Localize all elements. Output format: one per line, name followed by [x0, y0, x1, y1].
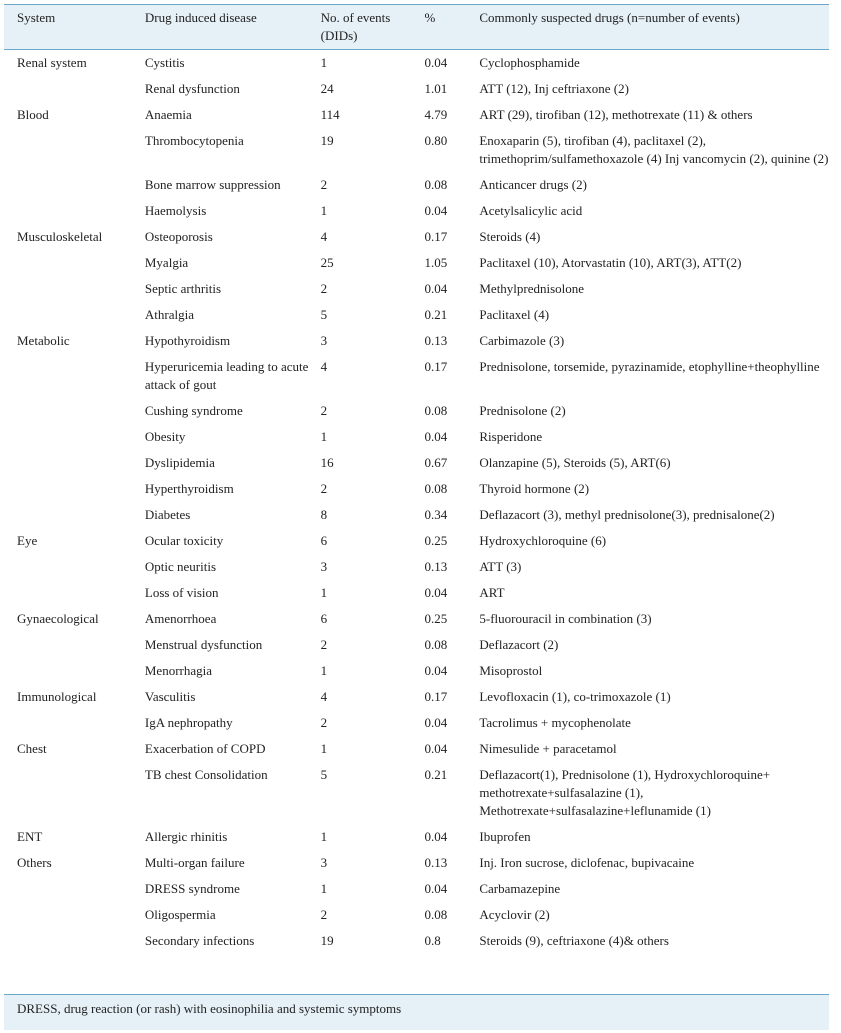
disease-cell: Diabetes	[144, 507, 191, 522]
events-cell: 1	[320, 429, 328, 444]
percent-cell: 0.08	[424, 481, 448, 496]
drugs-cell: Anticancer drugs (2)	[479, 177, 587, 192]
drugs-cell: Risperidone	[479, 429, 543, 444]
drugs-cell: ART (29), tirofiban (12), methotrexate (11) & others	[479, 107, 753, 122]
table-row	[4, 354, 829, 398]
percent-cell: 0.04	[424, 429, 448, 444]
events-cell: 114	[320, 107, 340, 122]
system-cell	[4, 580, 145, 606]
drugs-cell: Carbimazole (3)	[479, 333, 565, 348]
table-row	[4, 762, 829, 824]
table-row	[4, 328, 829, 354]
disease-cell: Menstrual dysfunction	[144, 637, 263, 652]
drugs-cell: Inj. Iron sucrose, diclofenac, bupivacaine	[479, 855, 695, 870]
events-cell: 3	[320, 333, 328, 348]
percent-cell: 0.04	[424, 715, 448, 730]
system-cell	[4, 76, 145, 102]
disease-cell: Athralgia	[144, 307, 194, 322]
footnote-text: DRESS, drug reaction (or rash) with eosinophilia and systemic symptoms	[17, 1001, 402, 1016]
table-row	[4, 302, 829, 328]
percent-cell: 0.04	[424, 829, 448, 844]
disease-cell: Anaemia	[144, 107, 192, 122]
disease-cell: Exacerbation of COPD	[144, 741, 266, 756]
disease-cell: Thrombocytopenia	[144, 133, 244, 148]
table-row	[4, 476, 829, 502]
events-cell: 2	[320, 715, 328, 730]
drugs-cell: Paclitaxel (4)	[479, 307, 550, 322]
percent-cell: 0.13	[424, 559, 448, 574]
events-cell: 8	[320, 507, 328, 522]
system-cell: Metabolic	[17, 333, 70, 348]
disease-cell: Hyperuricemia leading to acute attack of gout	[144, 359, 309, 392]
events-cell: 1	[320, 585, 328, 600]
table-row	[4, 606, 829, 632]
system-cell	[4, 762, 145, 824]
events-cell: 3	[320, 855, 328, 870]
table-row	[4, 850, 829, 876]
disease-cell: Cushing syndrome	[144, 403, 243, 418]
disease-cell: Bone marrow suppression	[144, 177, 281, 192]
events-cell: 5	[320, 767, 328, 782]
system-cell: Musculoskeletal	[17, 229, 103, 244]
disease-cell: Multi-organ failure	[144, 855, 245, 870]
disease-cell: Hypothyroidism	[144, 333, 231, 348]
drugs-cell: Acetylsalicylic acid	[479, 203, 583, 218]
disease-cell: DRESS syndrome	[144, 881, 240, 896]
drugs-cell: 5-fluorouracil in combination (3)	[479, 611, 652, 626]
system-cell	[4, 554, 145, 580]
system-cell	[4, 928, 145, 954]
percent-cell: 0.08	[424, 177, 448, 192]
percent-cell: 0.08	[424, 403, 448, 418]
events-cell: 6	[320, 533, 328, 548]
drugs-cell: Steroids (4)	[479, 229, 541, 244]
drugs-cell: Misoprostol	[479, 663, 543, 678]
events-cell: 3	[320, 559, 328, 574]
table-row	[4, 658, 829, 684]
system-cell	[4, 502, 145, 528]
drugs-cell: Steroids (9), ceftriaxone (4)& others	[479, 933, 669, 948]
disease-cell: Obesity	[144, 429, 186, 444]
drugs-cell: Thyroid hormone (2)	[479, 481, 590, 496]
table-row	[4, 710, 829, 736]
percent-cell: 1.01	[424, 81, 448, 96]
system-cell	[4, 424, 145, 450]
system-cell	[4, 632, 145, 658]
percent-cell: 0.17	[424, 689, 448, 704]
events-cell: 2	[320, 907, 328, 922]
drugs-cell: Paclitaxel (10), Atorvastatin (10), ART(3), ATT(2)	[479, 255, 742, 270]
events-cell: 1	[320, 881, 328, 896]
drugs-cell: Ibuprofen	[479, 829, 531, 844]
table-row	[4, 902, 829, 928]
system-cell	[4, 276, 145, 302]
disease-cell: Menorrhagia	[144, 663, 213, 678]
disease-cell: Hyperthyroidism	[144, 481, 234, 496]
disease-cell: Amenorrhoea	[144, 611, 217, 626]
header-percent: %	[424, 5, 479, 50]
percent-cell: 0.17	[424, 229, 448, 244]
table-row	[4, 128, 829, 172]
percent-cell: 1.05	[424, 255, 448, 270]
table-row	[4, 876, 829, 902]
drugs-cell: Hydroxychloroquine (6)	[479, 533, 607, 548]
table-row	[4, 76, 829, 102]
drugs-cell: Deflazacort(1), Prednisolone (1), Hydroxychloroquine+ methotrexate+sulfasalazine (1), Methotrexate+sulfasalazine+leflunamide (1)	[479, 767, 771, 818]
events-cell: 2	[320, 281, 328, 296]
drugs-cell: Prednisolone (2)	[479, 403, 566, 418]
drugs-cell: Methylprednisolone	[479, 281, 585, 296]
system-cell	[4, 172, 145, 198]
system-cell	[4, 354, 145, 398]
events-cell: 19	[320, 933, 334, 948]
disease-cell: Renal dysfunction	[144, 81, 240, 96]
disease-cell: Vasculitis	[144, 689, 196, 704]
table-row	[4, 684, 829, 710]
drugs-cell: Cyclophosphamide	[479, 55, 580, 70]
table-row	[4, 632, 829, 658]
system-cell: Immunological	[17, 689, 97, 704]
percent-cell: 0.04	[424, 663, 448, 678]
table-row	[4, 172, 829, 198]
events-cell: 24	[320, 81, 334, 96]
events-cell: 16	[320, 455, 334, 470]
drugs-cell: Levofloxacin (1), co-trimoxazole (1)	[479, 689, 671, 704]
system-cell	[4, 302, 145, 328]
percent-cell: 0.25	[424, 533, 448, 548]
disease-cell: TB chest Consolidation	[144, 767, 268, 782]
events-cell: 1	[320, 663, 328, 678]
percent-cell: 0.04	[424, 281, 448, 296]
table-row	[4, 736, 829, 762]
system-cell	[4, 476, 145, 502]
header-suspected-drugs: Commonly suspected drugs (n=number of events)	[479, 5, 829, 50]
table-row	[4, 198, 829, 224]
events-cell: 1	[320, 55, 328, 70]
events-cell: 4	[320, 689, 328, 704]
percent-cell: 0.21	[424, 767, 448, 782]
disease-cell: Osteoporosis	[144, 229, 213, 244]
table-row	[4, 528, 829, 554]
table-row	[4, 424, 829, 450]
percent-cell: 0.25	[424, 611, 448, 626]
events-cell: 2	[320, 403, 328, 418]
system-cell	[4, 250, 145, 276]
table-header-row	[4, 5, 829, 50]
system-cell	[4, 450, 145, 476]
events-cell: 5	[320, 307, 328, 322]
table-row	[4, 554, 829, 580]
percent-cell: 0.67	[424, 455, 448, 470]
disease-cell: Myalgia	[144, 255, 189, 270]
percent-cell: 0.80	[424, 133, 448, 148]
events-cell: 1	[320, 829, 328, 844]
events-cell: 4	[320, 229, 328, 244]
table-row	[4, 824, 829, 850]
disease-cell: Cystitis	[144, 55, 185, 70]
percent-cell: 0.17	[424, 359, 448, 374]
disease-cell: IgA nephropathy	[144, 715, 233, 730]
events-cell: 4	[320, 359, 328, 374]
percent-cell: 0.04	[424, 741, 448, 756]
header-system: System	[4, 5, 145, 50]
table-row	[4, 450, 829, 476]
table-row	[4, 50, 829, 77]
system-cell	[4, 658, 145, 684]
percent-cell: 0.34	[424, 507, 448, 522]
events-cell: 2	[320, 637, 328, 652]
system-cell: Gynaecological	[17, 611, 99, 626]
events-cell: 1	[320, 741, 328, 756]
disease-cell: Secondary infections	[144, 933, 255, 948]
events-cell: 2	[320, 481, 328, 496]
header-drug-induced-disease: Drug induced disease	[145, 5, 321, 50]
drugs-cell: Nimesulide + paracetamol	[479, 741, 617, 756]
percent-cell: 0.08	[424, 637, 448, 652]
table-row	[4, 224, 829, 250]
percent-cell: 0.04	[424, 881, 448, 896]
drug-induced-disease-table	[4, 4, 829, 954]
table-body	[4, 50, 829, 955]
table-row	[4, 250, 829, 276]
system-cell	[4, 710, 145, 736]
drugs-cell: Tacrolimus + mycophenolate	[479, 715, 631, 730]
events-cell: 2	[320, 177, 328, 192]
percent-cell: 4.79	[424, 107, 448, 122]
percent-cell: 0.13	[424, 333, 448, 348]
system-cell: Blood	[17, 107, 49, 122]
events-cell: 6	[320, 611, 328, 626]
system-cell: Eye	[17, 533, 38, 548]
disease-cell: Haemolysis	[144, 203, 207, 218]
disease-cell: Loss of vision	[144, 585, 219, 600]
system-cell: ENT	[17, 829, 43, 844]
table-row	[4, 580, 829, 606]
percent-cell: 0.21	[424, 307, 448, 322]
disease-cell: Optic neuritis	[144, 559, 217, 574]
percent-cell: 0.04	[424, 203, 448, 218]
percent-cell: 0.08	[424, 907, 448, 922]
drugs-cell: ATT (12), Inj ceftriaxone (2)	[479, 81, 629, 96]
drugs-cell: ART	[479, 585, 505, 600]
events-cell: 1	[320, 203, 328, 218]
disease-cell: Dyslipidemia	[144, 455, 215, 470]
percent-cell: 0.04	[424, 55, 448, 70]
system-cell	[4, 128, 145, 172]
drugs-cell: Carbamazepine	[479, 881, 561, 896]
system-cell	[4, 198, 145, 224]
percent-cell: 0.8	[424, 933, 441, 948]
disease-cell: Ocular toxicity	[144, 533, 224, 548]
percent-cell: 0.04	[424, 585, 448, 600]
table-row	[4, 502, 829, 528]
drugs-cell: Prednisolone, torsemide, pyrazinamide, etophylline+theophylline	[479, 359, 820, 374]
table-row	[4, 398, 829, 424]
system-cell: Others	[17, 855, 52, 870]
drugs-cell: Enoxaparin (5), tirofiban (4), paclitaxel (2), trimethoprim/sulfamethoxazole (4) Inj vancomycin (2), quinine (2)	[479, 133, 829, 166]
table-footnote	[4, 994, 829, 1030]
drugs-cell: ATT (3)	[479, 559, 522, 574]
table-row	[4, 276, 829, 302]
table-row	[4, 928, 829, 954]
disease-cell: Allergic rhinitis	[144, 829, 228, 844]
disease-cell: Septic arthritis	[144, 281, 222, 296]
header-no-of-events: No. of events (DIDs)	[321, 5, 425, 50]
system-cell	[4, 398, 145, 424]
events-cell: 25	[320, 255, 334, 270]
drugs-cell: Deflazacort (2)	[479, 637, 559, 652]
drugs-cell: Olanzapine (5), Steroids (5), ART(6)	[479, 455, 671, 470]
system-cell	[4, 902, 145, 928]
events-cell: 19	[320, 133, 334, 148]
percent-cell: 0.13	[424, 855, 448, 870]
system-cell	[4, 876, 145, 902]
table-row	[4, 102, 829, 128]
system-cell: Renal system	[17, 55, 87, 70]
system-cell: Chest	[17, 741, 47, 756]
drugs-cell: Acyclovir (2)	[479, 907, 550, 922]
drugs-cell: Deflazacort (3), methyl prednisolone(3), prednisalone(2)	[479, 507, 775, 522]
disease-cell: Oligospermia	[144, 907, 216, 922]
